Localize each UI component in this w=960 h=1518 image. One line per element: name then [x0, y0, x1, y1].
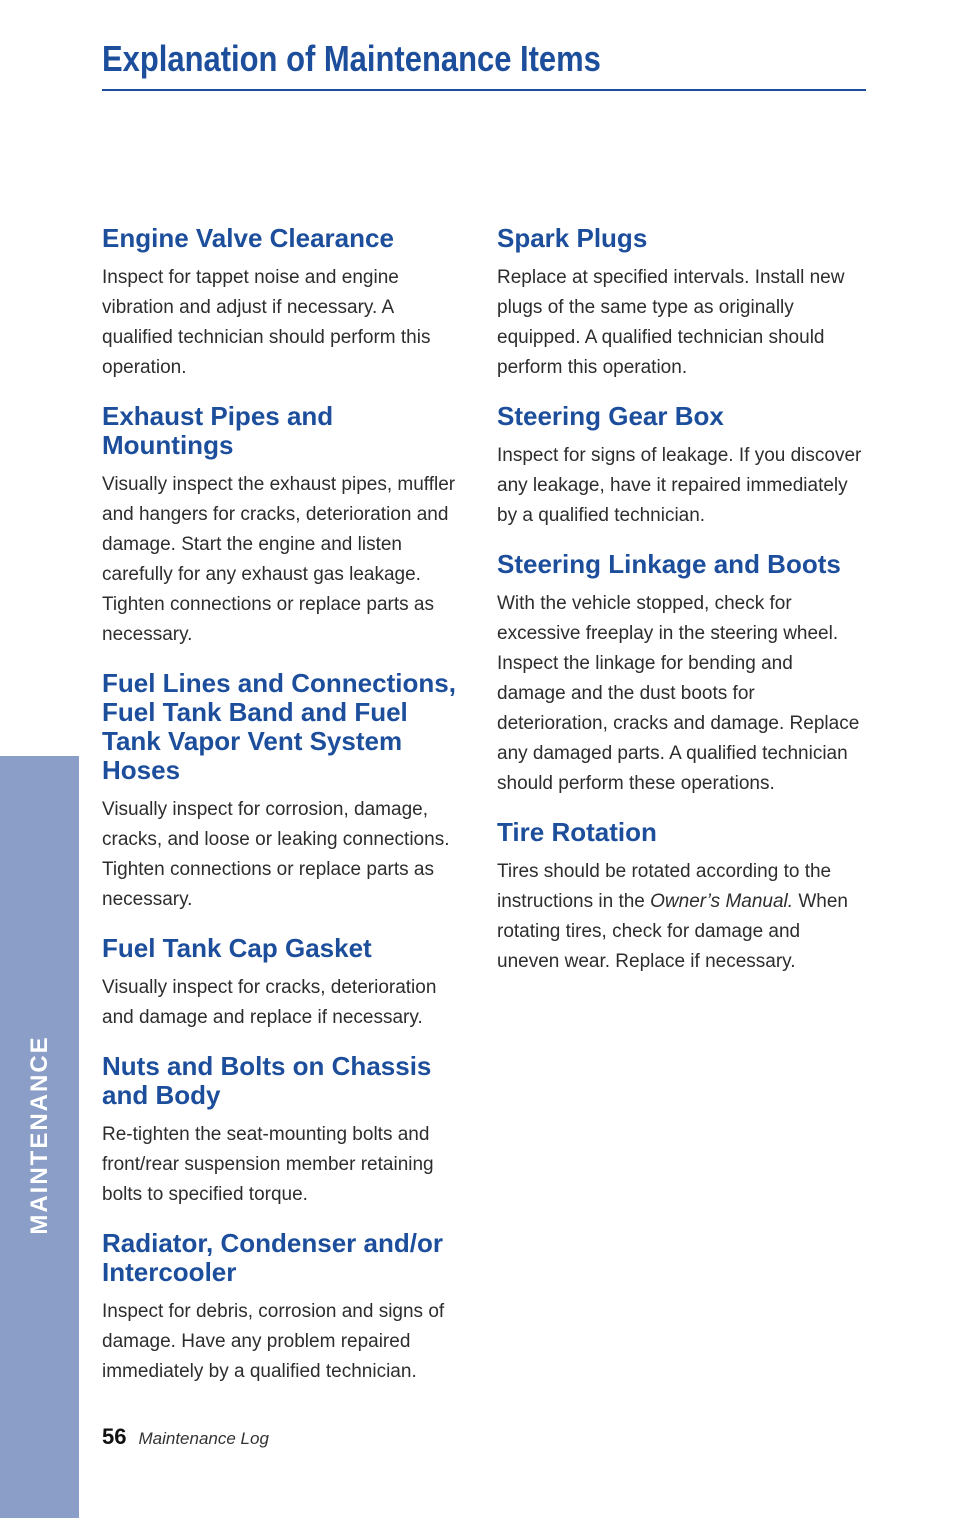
section-heading: Engine Valve Clearance [102, 223, 394, 253]
section-body: Re-tighten the seat-mounting bolts and front/rear suspension member retaining bolts to specified torque. [102, 1124, 434, 1205]
page-number: 56 [102, 1424, 127, 1449]
section-heading: Tire Rotation [497, 817, 657, 847]
section-fuel-lines [102, 669, 467, 915]
section-heading: Fuel Tank Cap Gasket [102, 933, 372, 963]
section-heading: Fuel Lines and Connections, Fuel Tank Band and Fuel Tank Vapor Vent System Hoses [102, 668, 456, 785]
body-text: When rotating tires, check for damage and uneven wear. Replace if necessary. [497, 891, 848, 972]
page-title: Explanation of Maintenance Items [102, 38, 601, 79]
section-body: Inspect for debris, corrosion and signs of damage. Have any problem repaired immediately by a qualified technician. [102, 1301, 445, 1382]
section-heading: Steering Gear Box [497, 401, 724, 431]
section-body: With the vehicle stopped, check for excessive freeplay in the steering wheel. Inspect the linkage for bending and damage and the dust boots for deterioration, cracks and damage. Replace any damaged parts. A qualified technician should perform these operations. [497, 593, 860, 794]
section-fuel-tank-cap-gasket [102, 934, 467, 1033]
section-body: Inspect for signs of leakage. If you discover any leakage, have it repaired immediately by a qualified technician. [497, 445, 862, 526]
section-steering-linkage [497, 550, 862, 799]
section-body [497, 857, 862, 977]
section-nuts-and-bolts [102, 1052, 467, 1210]
footer-label: Maintenance Log [138, 1429, 269, 1448]
section-side-tab-label: MAINTENANCE [26, 1035, 53, 1235]
left-column [102, 224, 467, 1406]
body-text: Tires should be rotated according to the instructions in the [497, 861, 832, 912]
section-steering-gear-box [497, 402, 862, 531]
section-body: Replace at specified intervals. Install new plugs of the same type as originally equipped. A qualified technician should perform this operation. [497, 267, 845, 378]
section-heading: Exhaust Pipes and Mountings [102, 401, 334, 460]
section-engine-valve-clearance [102, 224, 467, 383]
section-body: Visually inspect for cracks, deterioration and damage and replace if necessary. [102, 977, 437, 1028]
section-body: Inspect for tappet noise and engine vibration and adjust if necessary. A qualified technician should perform this operation. [102, 267, 431, 378]
section-exhaust-pipes [102, 402, 467, 650]
section-radiator [102, 1229, 467, 1387]
section-heading: Nuts and Bolts on Chassis and Body [102, 1051, 432, 1110]
page-footer [102, 1424, 269, 1450]
section-body: Visually inspect for corrosion, damage, cracks, and loose or leaking connections. Tighten connections or replace parts as necessary. [102, 799, 450, 910]
owners-manual-reference: Owner’s Manual. [650, 891, 794, 912]
right-column [497, 224, 862, 996]
section-body: Visually inspect the exhaust pipes, muffler and hangers for cracks, deterioration and damage. Start the engine and listen carefully for any exhaust gas leakage. Tighten connections or replace parts as necessary. [102, 474, 456, 645]
section-spark-plugs [497, 224, 862, 383]
section-tire-rotation [497, 818, 862, 977]
section-heading: Radiator, Condenser and/or Intercooler [102, 1228, 443, 1287]
section-heading: Steering Linkage and Boots [497, 549, 841, 579]
title-divider [102, 89, 866, 91]
section-heading: Spark Plugs [497, 223, 648, 253]
